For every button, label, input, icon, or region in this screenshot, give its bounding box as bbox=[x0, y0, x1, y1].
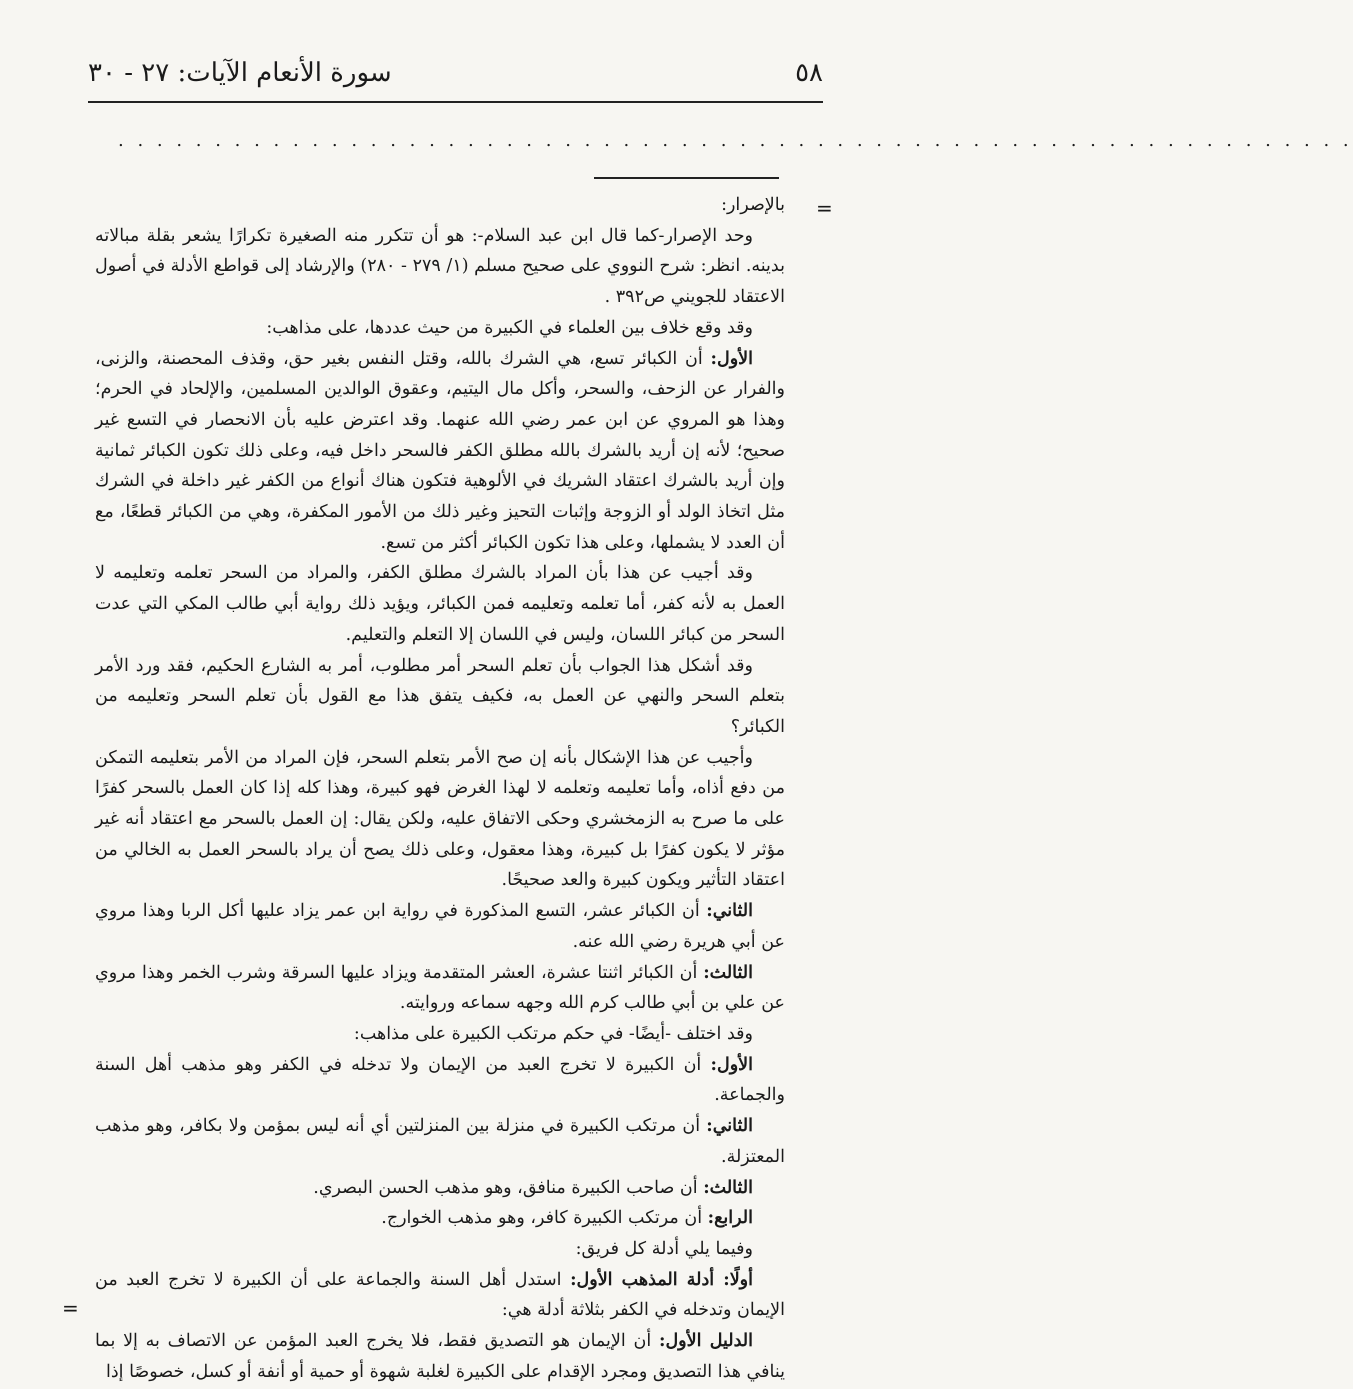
paragraph bbox=[95, 896, 785, 957]
header-rule bbox=[88, 101, 823, 103]
paragraph bbox=[95, 313, 785, 344]
page-header bbox=[88, 48, 823, 98]
paragraph-text: وقد أشكل هذا الجواب بأن تعلم السحر أمر مطلوب، أمر به الشارع الحكيم، فقد ورد الأمر بتعلم السحر والنهي عن العمل به، فكيف يتفق هذا مع القول بأن تعلم السحر وتعليمه من الكبائر؟ bbox=[95, 655, 785, 737]
paragraph-lead: الثاني: bbox=[706, 1116, 753, 1137]
continuation-mark-top: = bbox=[816, 196, 833, 220]
running-title: سورة الأنعام الآيات: ٢٧ - ٣٠ bbox=[88, 58, 392, 88]
footnote-rule bbox=[594, 177, 779, 179]
paragraph-lead: أولًا: أدلة المذهب الأول: bbox=[570, 1269, 753, 1290]
paragraph bbox=[95, 221, 785, 313]
paragraph bbox=[95, 1203, 785, 1234]
paragraph-text: أن صاحب الكبيرة منافق، وهو مذهب الحسن البصري. bbox=[313, 1177, 698, 1198]
paragraph bbox=[95, 558, 785, 650]
paragraph-text: أن مرتكب الكبيرة في منزلة بين المنزلتين أي أنه ليس بمؤمن ولا بكافر، وهو مذهب المعتزلة. bbox=[95, 1116, 785, 1167]
paragraph-text: أن الإيمان هو التصديق فقط، فلا يخرج العبد المؤمن عن الاتصاف به إلا بما ينافي هذا التصديق ومجرد الإقدام على الكبيرة لغلبة شهوة أو حمية أو أنفة أو كسل، خصوصًا إذا bbox=[95, 1331, 785, 1382]
paragraph-lead: الدليل الأول: bbox=[658, 1331, 753, 1352]
paragraph-text: أن الكبائر عشر، التسع المذكورة في رواية ابن عمر يزاد عليها أكل الربا وهذا مروي عن أبي هريرة رضي الله عنه. bbox=[95, 901, 785, 952]
paragraph bbox=[95, 1173, 785, 1204]
paragraph-text: استدل أهل السنة والجماعة على أن الكبيرة لا تخرج العبد من الإيمان وتدخله في الكفر بثلاثة أدلة هي: bbox=[95, 1269, 785, 1321]
paragraph bbox=[95, 1050, 785, 1111]
paragraph bbox=[95, 1234, 785, 1265]
paragraph-lead: الثاني: bbox=[706, 901, 753, 922]
paragraph bbox=[95, 651, 785, 743]
paragraph bbox=[95, 344, 785, 559]
paragraph-text: أن الكبيرة لا تخرج العبد من الإيمان ولا تدخله في الكفر وهو مذهب أهل السنة والجماعة. bbox=[95, 1054, 785, 1106]
paragraph-lead: الثالث: bbox=[703, 1177, 753, 1198]
paragraph-text: وقد وقع خلاف بين العلماء في الكبيرة من حيث عددها، على مذاهب: bbox=[266, 317, 753, 338]
paragraph-text: أن مرتكب الكبيرة كافر، وهو مذهب الخوارج. bbox=[381, 1208, 703, 1229]
paragraph bbox=[95, 1326, 785, 1387]
continuation-mark-bottom: = bbox=[62, 1296, 79, 1320]
paragraph-text: بالإصرار: bbox=[721, 195, 785, 215]
paragraph bbox=[95, 743, 785, 897]
paragraph-lead: الأول: bbox=[710, 1054, 753, 1075]
paragraph-lead: الرابع: bbox=[707, 1208, 753, 1229]
paragraph-text: وقد اختلف -أيضًا- في حكم مرتكب الكبيرة على مذاهب: bbox=[353, 1023, 753, 1044]
paragraph-text: وقد أجيب عن هذا بأن المراد بالشرك مطلق الكفر، والمراد من السحر تعلمه وتعليمه لا العمل به لأنه كفر، أما تعلمه وتعليمه فمن الكبائر، ويؤيد ذلك رواية أبي طالب المكي التي عدت السحر من كبائر اللسان، وليس في اللسان إلا التعلم والتعليم. bbox=[95, 563, 785, 645]
paragraph bbox=[95, 1265, 785, 1326]
paragraph-text: أن الكبائر اثنتا عشرة، العشر المتقدمة ويزاد عليها السرقة وشرب الخمر وهذا مروي عن علي بن أبي طالب كرم الله وجهه سماعه وروايته. bbox=[95, 962, 785, 1014]
paragraph-lead: الثالث: bbox=[703, 962, 753, 983]
paragraph-text: وفيما يلي أدلة كل فريق: bbox=[575, 1238, 753, 1259]
footnote-body bbox=[95, 190, 785, 1387]
paragraph bbox=[95, 190, 785, 221]
page-number: ٥٨ bbox=[795, 58, 823, 88]
paragraph bbox=[95, 1111, 785, 1172]
paragraph-text: وحد الإصرار-كما قال ابن عبد السلام-: هو أن تتكرر منه الصغيرة تكرارًا يشعر بقلة مبالاته بدينه. انظر: شرح النووي على صحيح مسلم (١/ ٢٧٩ - ٢٨٠) والإرشاد إلى قواطع الأدلة في أصول الاعتقاد للجويني ص٣٩٢ . bbox=[95, 225, 785, 308]
paragraph-text: أن الكبائر تسع، هي الشرك بالله، وقتل النفس بغير حق، وقذف المحصنة، والزنى، والفرار عن الزحف، والسحر، وأكل مال اليتيم، وعقوق الوالدين المسلمين، والإلحاد في الحرم؛ وهذا هو المروي عن ابن عمر رضي الله عنهما. وقد اعترض عليه بأن الانحصار في التسع غير صحيح؛ لأنه إن أريد بالشرك بالله مطلق الكفر فالسحر داخل فيه، وعلى ذلك تكون الكبائر ثمانية وإن أريد بالشرك اعتقاد الشريك في الألوهية فتكون هناك أنواع من الكفر غير داخلة في الشرك مثل اتخاذ الولد أو الزوجة وإثبات التحيز وغير ذلك من الأمور المكفرة، وهي من الكبائر قطعًا، مع أن العدد لا يشملها، وعلى هذا تكون الكبائر أكثر من تسع. bbox=[95, 348, 785, 553]
paragraph bbox=[95, 1019, 785, 1050]
separator-dots: . . . . . . . . . . . . . . . . . . . . . . . . . . . . . . . . . . . . . . . . . . . . . . . . . . . . . . . . . . . . . . . . bbox=[118, 130, 1353, 151]
paragraph-lead: الأول: bbox=[710, 348, 753, 369]
paragraph-text: وأجيب عن هذا الإشكال بأنه إن صح الأمر بتعلم السحر، فإن المراد من الأمر بتعليمه التمكن من دفع أذاه، وأما تعليمه وتعلمه لا لهذا الغرض فهو كبيرة، وهذا كله إذا كان العمل بالسحر كفرًا على ما صرح به الزمخشري وحكى الاتفاق عليه، ولكن يقال: إن العمل بالسحر مع اعتقاد أنه غير مؤثر لا يكون كفرًا بل كبيرة، وهذا معقول، وعلى ذلك يصح أن يراد بالسحر العمل به الخالي من اعتقاد التأثير ويكون كبيرة والعد صحيحًا. bbox=[95, 747, 785, 891]
paragraph bbox=[95, 958, 785, 1019]
